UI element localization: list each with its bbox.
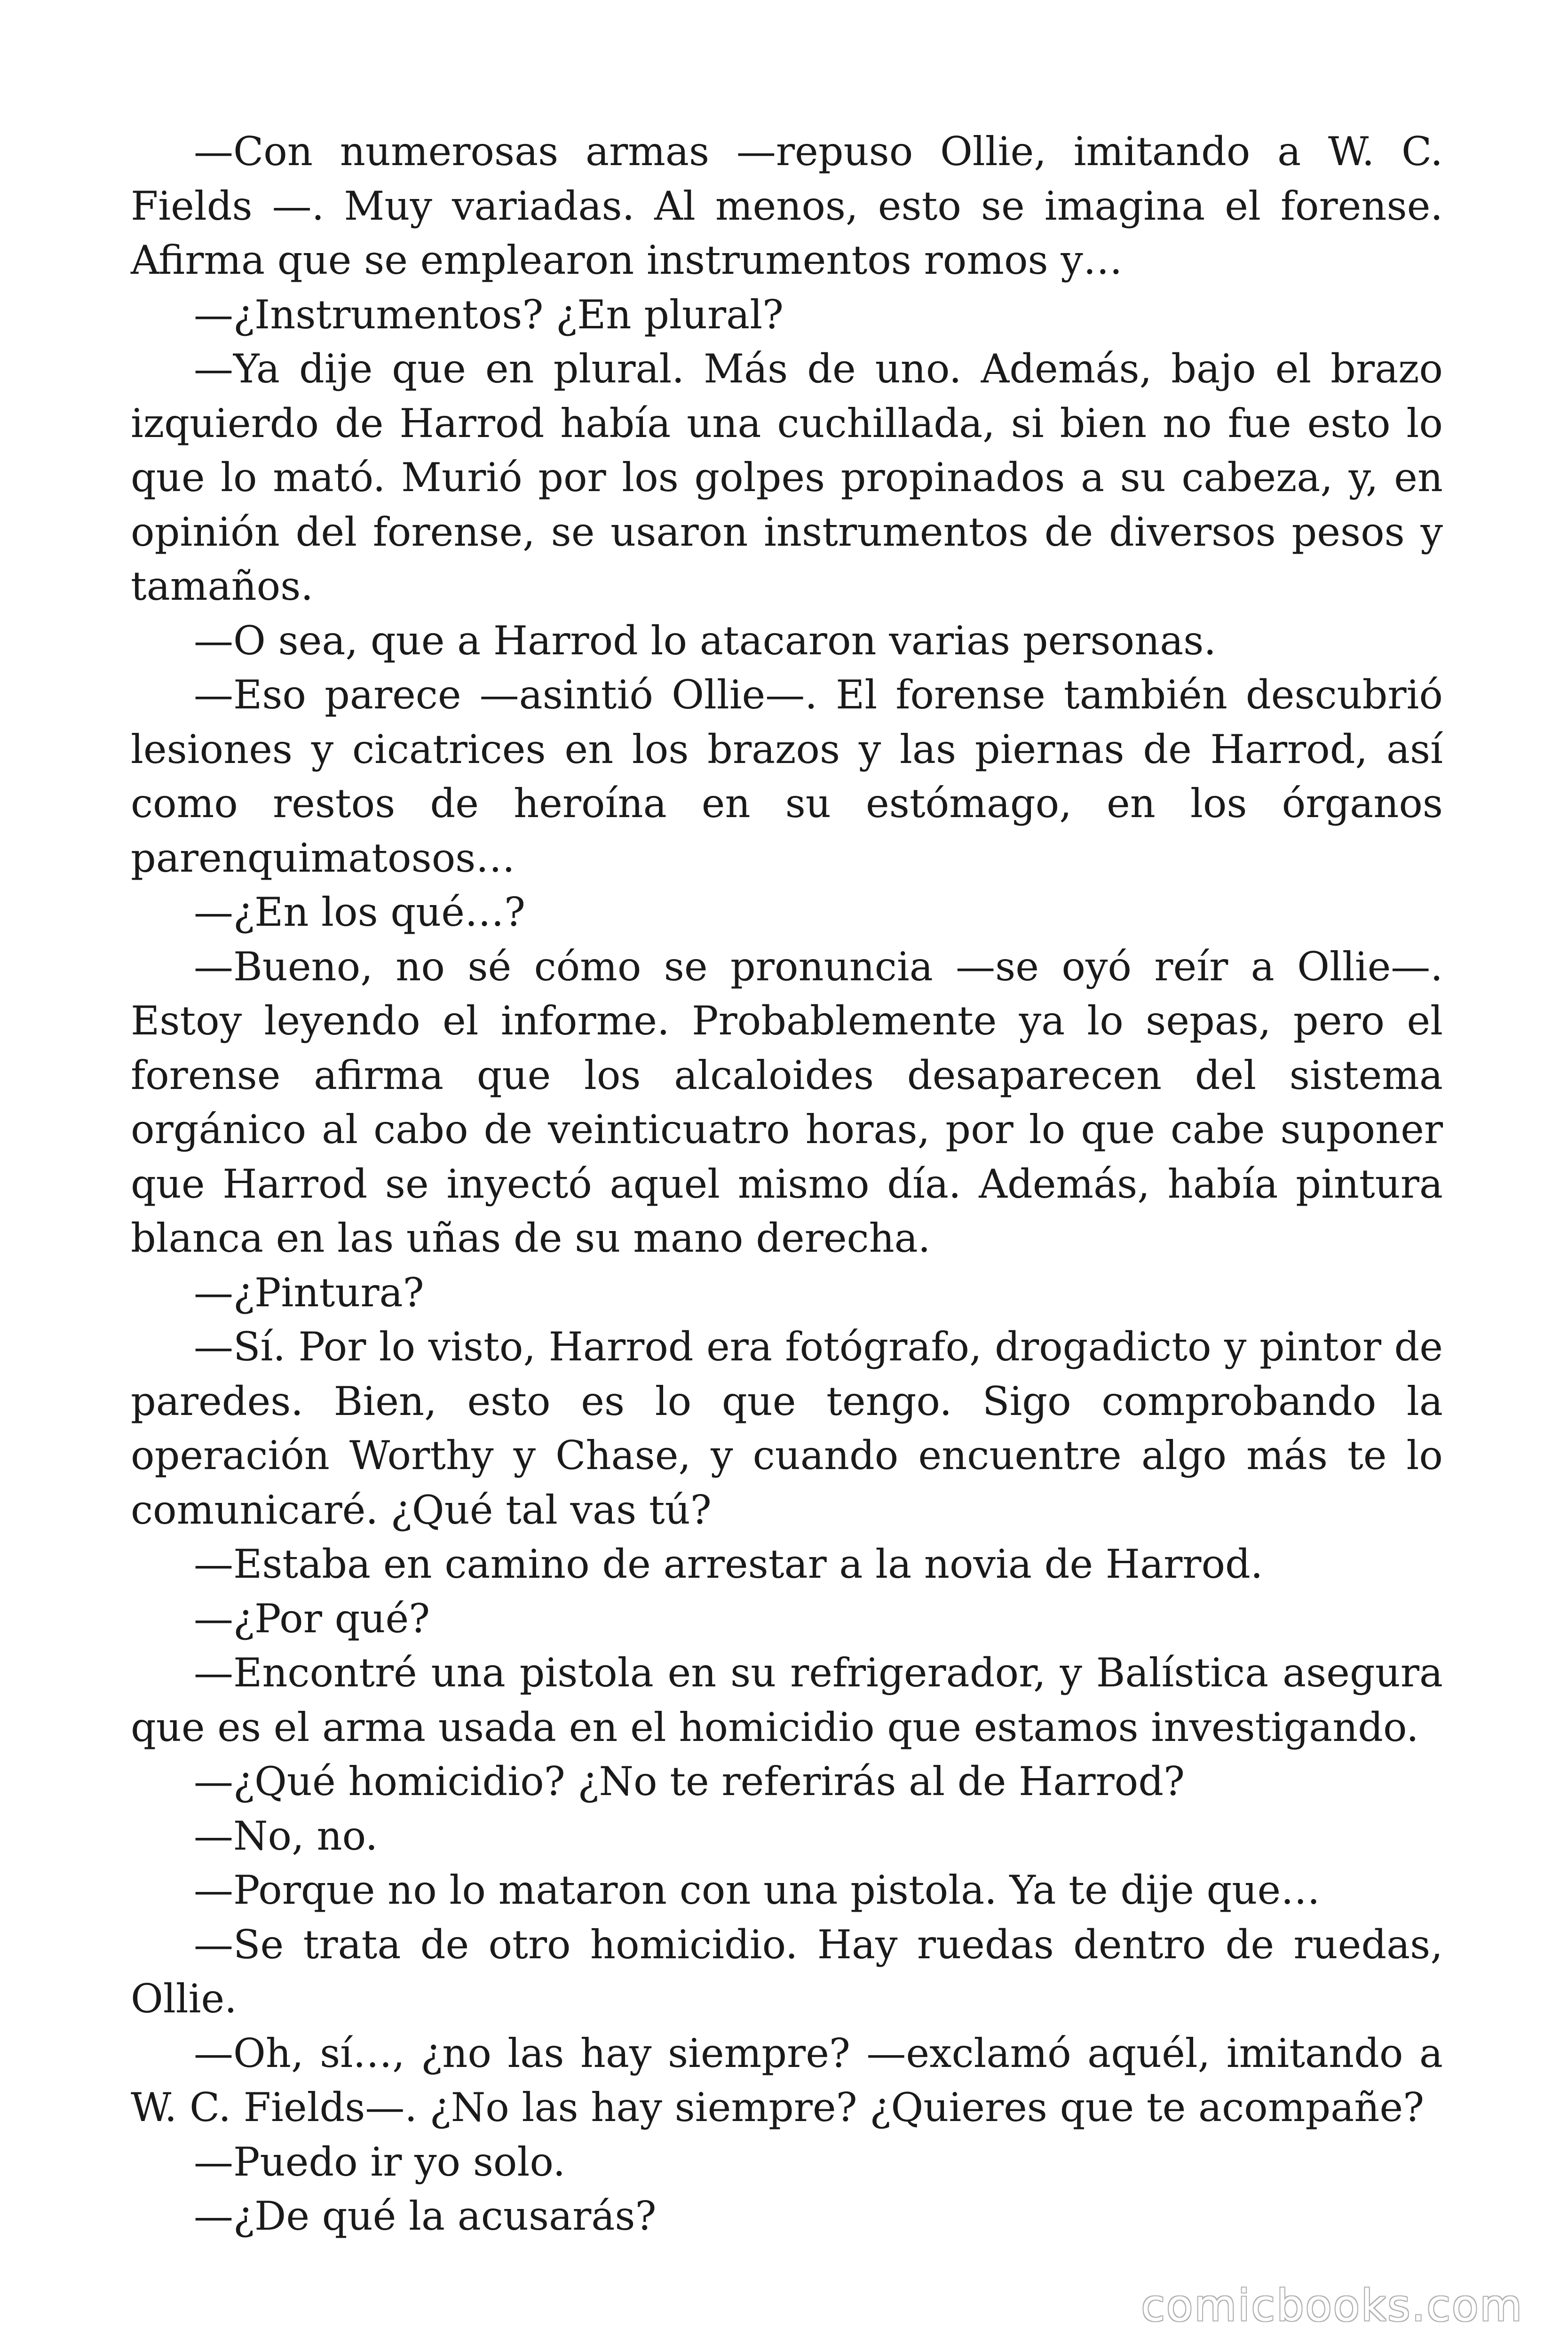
paragraph: —¿Por qué? [194,1595,430,1642]
paragraph: —Encontré una pistola en su refrigerador, y Balística asegura que es el arma usada en el homicidio que estamos investigando. [131,1650,1443,1750]
paragraph: —¿Qué homicidio? ¿No te referirás al de Harrod? [194,1758,1185,1804]
paragraph: —Con numerosas armas —repuso Ollie, imitando a W. C. Fields —. Muy variadas. Al menos, esto se imagina el forense. Afirma que se emplearon instrumentos romos y… [131,128,1443,283]
paragraph: —¿De qué la acusarás? [194,2193,657,2239]
paragraph: —Puedo ir yo solo. [194,2138,566,2185]
paragraph: —O sea, que a Harrod lo atacaron varias personas. [194,617,1217,664]
paragraph: —Estaba en camino de arrestar a la novia de Harrod. [194,1541,1263,1587]
paragraph: —Se trata de otro homicidio. Hay ruedas dentro de ruedas, Ollie. [131,1921,1443,2022]
paragraph: —Eso parece —asintió Ollie—. El forense también descubrió lesiones y cicatrices en los brazos y las piernas de Harrod, así como restos de heroína en su estómago, en los órganos parenquimatosos… [131,672,1443,881]
paragraph: —Bueno, no sé cómo se pronuncia —se oyó reír a Ollie—. Estoy leyendo el informe. Probablemente ya lo sepas, pero el forense afirma que los alcaloides desaparecen del sistema orgánico al cabo de veinticuatro horas, por lo que cabe suponer que Harrod se inyectó aquel mismo día. Además, había pintura blanca en las uñas de su mano derecha. [131,943,1443,1261]
paragraph: —¿Pintura? [194,1269,424,1316]
watermark: comicbooks.com [1141,2280,1523,2331]
paragraph: —¿En los qué…? [194,889,526,935]
paragraph: —Porque no lo mataron con una pistola. Ya te dije que… [194,1867,1321,1913]
body-text [131,125,1443,2244]
paragraph: —¿Instrumentos? ¿En plural? [194,291,784,338]
paragraph: —Sí. Por lo visto, Harrod era fotógrafo, drogadicto y pintor de paredes. Bien, esto es lo que tengo. Sigo comprobando la operación Worthy y Chase, y cuando encuentre algo más te lo comunicaré. ¿Qué tal vas tú? [131,1324,1443,1533]
paragraph: —No, no. [194,1812,378,1859]
paragraph: —Ya dije que en plural. Más de uno. Además, bajo el brazo izquierdo de Harrod había una cuchillada, si bien no fue esto lo que lo mató. Murió por los golpes propinados a su cabeza, y, en opinión del forense, se usaron instrumentos de diversos pesos y tamaños. [131,346,1443,609]
paragraph: —Oh, sí…, ¿no las hay siempre? —exclamó aquél, imitando a W. C. Fields—. ¿No las hay siempre? ¿Quieres que te acompañe? [131,2030,1443,2130]
